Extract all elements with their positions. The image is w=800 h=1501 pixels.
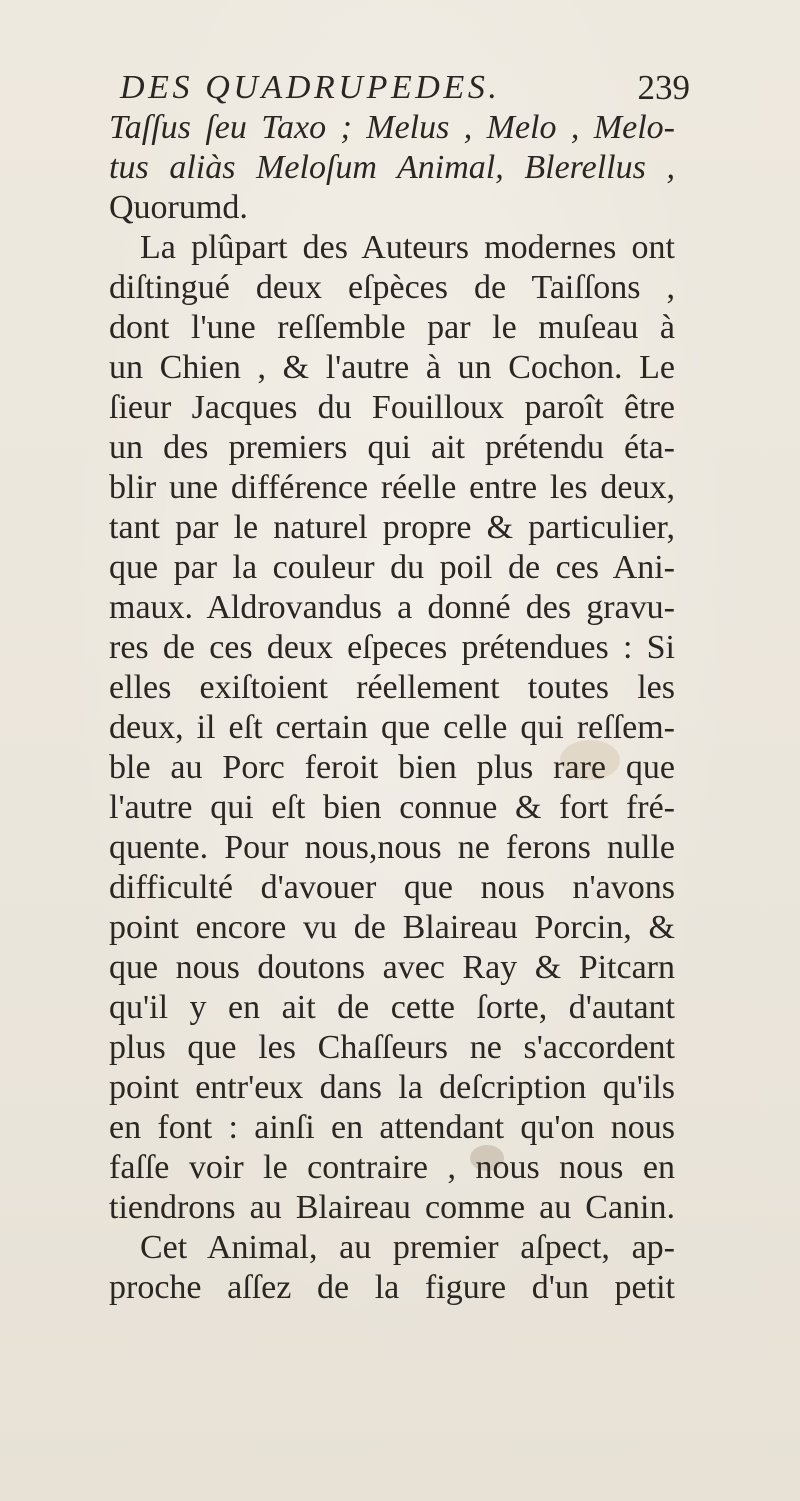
text-line: point entr'eux dans la deſcription qu'ils: [109, 1069, 675, 1106]
text-line: un Chien , & l'autre à un Cochon. Le: [109, 349, 675, 386]
text-line: point encore vu de Blaireau Porcin, &: [109, 909, 675, 946]
text-line: tant par le naturel propre & particulier,: [109, 509, 675, 546]
text-line: Quorumd.: [109, 189, 248, 226]
text-line: qu'il y en ait de cette ſorte, d'autant: [109, 989, 675, 1026]
text-line: plus que les Chaſſeurs ne s'accordent: [109, 1029, 675, 1066]
text-line: que par la couleur du poil de ces Ani-: [109, 549, 675, 586]
text-line: blir une différence réelle entre les deux,: [109, 469, 675, 506]
page-header: [120, 68, 690, 112]
text-line: que nous doutons avec Ray & Pitcarn: [109, 949, 675, 986]
page-number: 239: [637, 68, 690, 107]
text-line: tus aliàs Meloſum Animal, Blerellus ,: [109, 149, 675, 186]
text-line: quente. Pour nous,nous ne ferons nulle: [109, 829, 675, 866]
text-line: maux. Aldrovandus a donné des gravu-: [109, 589, 675, 626]
text-line: ſieur Jacques du Fouilloux paroît être: [109, 389, 675, 426]
text-line: Cet Animal, au premier aſpect, ap-: [140, 1229, 675, 1266]
text-line: diſtingué deux eſpèces de Taiſſons ,: [109, 269, 675, 306]
text-line: elles exiſtoient réellement toutes les: [109, 669, 675, 706]
text-line: res de ces deux eſpeces prétendues : Si: [109, 629, 675, 666]
text-line: un des premiers qui ait prétendu éta-: [109, 429, 675, 466]
text-line: deux, il eſt certain que celle qui reſſem-: [109, 709, 675, 746]
running-head: DES QUADRUPEDES.: [120, 69, 501, 106]
text-line: l'autre qui eſt bien connue & fort fré-: [109, 789, 675, 826]
text-line: difficulté d'avouer que nous n'avons: [109, 869, 675, 906]
text-line: Taſſus ſeu Taxo ; Melus , Melo , Melo-: [109, 109, 675, 146]
text-line: ble au Porc feroit bien plus rare que: [109, 749, 675, 786]
text-line: proche aſſez de la figure d'un petit: [109, 1269, 675, 1306]
text-line: dont l'une reſſemble par le muſeau à: [109, 309, 675, 346]
text-line: faſſe voir le contraire , nous nous en: [109, 1149, 675, 1186]
text-line: en font : ainſi en attendant qu'on nous: [109, 1109, 675, 1146]
text-line: tiendrons au Blaireau comme au Canin.: [109, 1189, 675, 1226]
text-line: La plûpart des Auteurs modernes ont: [140, 229, 675, 266]
body-text: [0, 108, 800, 1498]
